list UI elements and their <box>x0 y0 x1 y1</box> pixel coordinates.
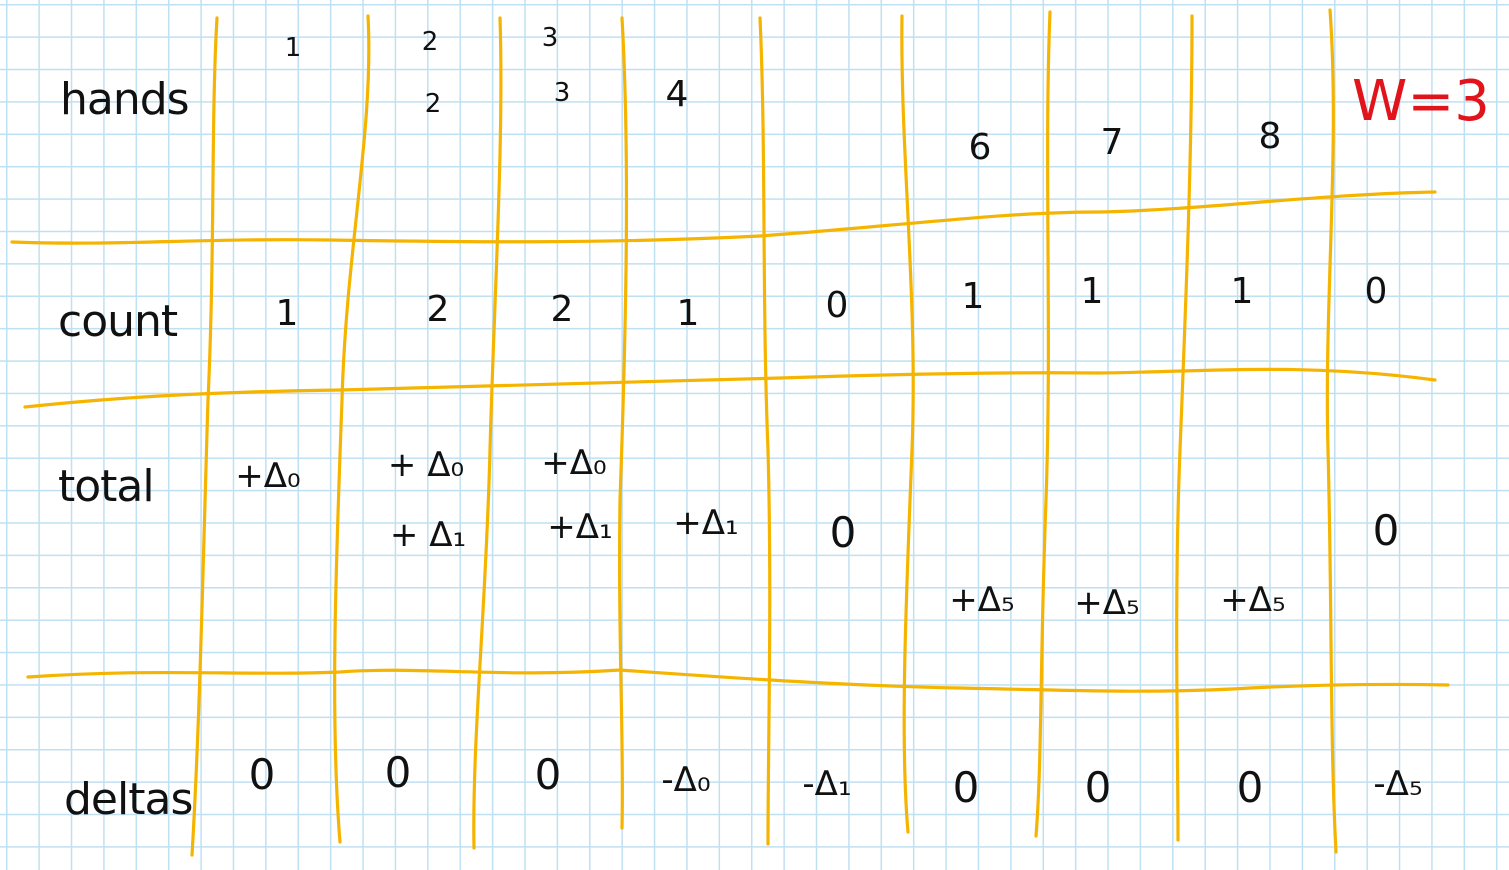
total-cell-3: +Δ₀ <box>541 443 607 483</box>
count-cell: 1 <box>1230 271 1254 312</box>
deltas-cell: 0 <box>248 750 276 799</box>
vertical-line-4 <box>620 18 627 828</box>
hands-cell-6: 6 <box>968 127 992 168</box>
vertical-line-8 <box>1177 16 1192 840</box>
count-cell: 1 <box>1080 271 1104 312</box>
row-label-hands: hands <box>60 74 189 125</box>
total-cell-7: +Δ₅ <box>1074 583 1140 623</box>
vertical-line-3 <box>474 18 501 848</box>
count-cell: 1 <box>676 293 700 334</box>
count-cell: 2 <box>550 289 574 330</box>
deltas-cell: -Δ₀ <box>661 760 711 800</box>
hands-cell-8: 8 <box>1258 116 1282 157</box>
deltas-cell: -Δ₁ <box>802 764 852 804</box>
total-cell-6: +Δ₅ <box>949 580 1015 620</box>
total-cell-2: + Δ₀ <box>387 445 465 485</box>
deltas-cell: 0 <box>1236 763 1264 812</box>
hands-cell-3: 3 <box>553 78 571 108</box>
hands-cell-4: 4 <box>665 74 689 115</box>
count-cell: 2 <box>426 289 450 330</box>
deltas-cell: 0 <box>952 763 980 812</box>
deltas-cell: 0 <box>384 748 412 797</box>
horizontal-line-3 <box>28 670 1448 691</box>
count-cell: 0 <box>1364 271 1388 312</box>
window-size-label: W=3 <box>1352 69 1490 134</box>
horizontal-line-2 <box>25 369 1435 407</box>
hands-cell-7: 7 <box>1100 122 1124 163</box>
total-cell-8: +Δ₅ <box>1220 580 1286 620</box>
count-cell: 1 <box>275 293 299 334</box>
total-cell-3: +Δ₁ <box>547 507 613 547</box>
deltas-cell: -Δ₅ <box>1373 764 1423 804</box>
row-label-count: count <box>58 296 178 347</box>
vertical-line-1 <box>192 18 217 855</box>
hands-cell-3: 3 <box>541 23 559 53</box>
row-label-total: total <box>58 461 154 512</box>
hands-cell-1: 1 <box>284 33 302 63</box>
vertical-line-2 <box>335 16 369 842</box>
vertical-line-9 <box>1327 10 1336 852</box>
total-cell-4: +Δ₁ <box>673 503 739 543</box>
deltas-cell: 0 <box>534 750 562 799</box>
vertical-line-6 <box>902 16 913 832</box>
deltas-cell: 0 <box>1084 763 1112 812</box>
total-cell-1: +Δ₀ <box>235 456 301 496</box>
row-label-deltas: deltas <box>64 774 193 825</box>
hands-cell-2: 2 <box>421 27 439 57</box>
count-cell: 1 <box>961 276 985 317</box>
vertical-line-5 <box>760 18 770 844</box>
total-cell-5: 0 <box>829 508 857 557</box>
hands-cell-2: 2 <box>424 89 442 119</box>
total-cell-2: + Δ₁ <box>389 515 467 555</box>
horizontal-line-1 <box>12 192 1435 243</box>
total-cell-9: 0 <box>1372 506 1400 555</box>
vertical-line-7 <box>1036 12 1050 836</box>
count-cell: 0 <box>825 285 849 326</box>
